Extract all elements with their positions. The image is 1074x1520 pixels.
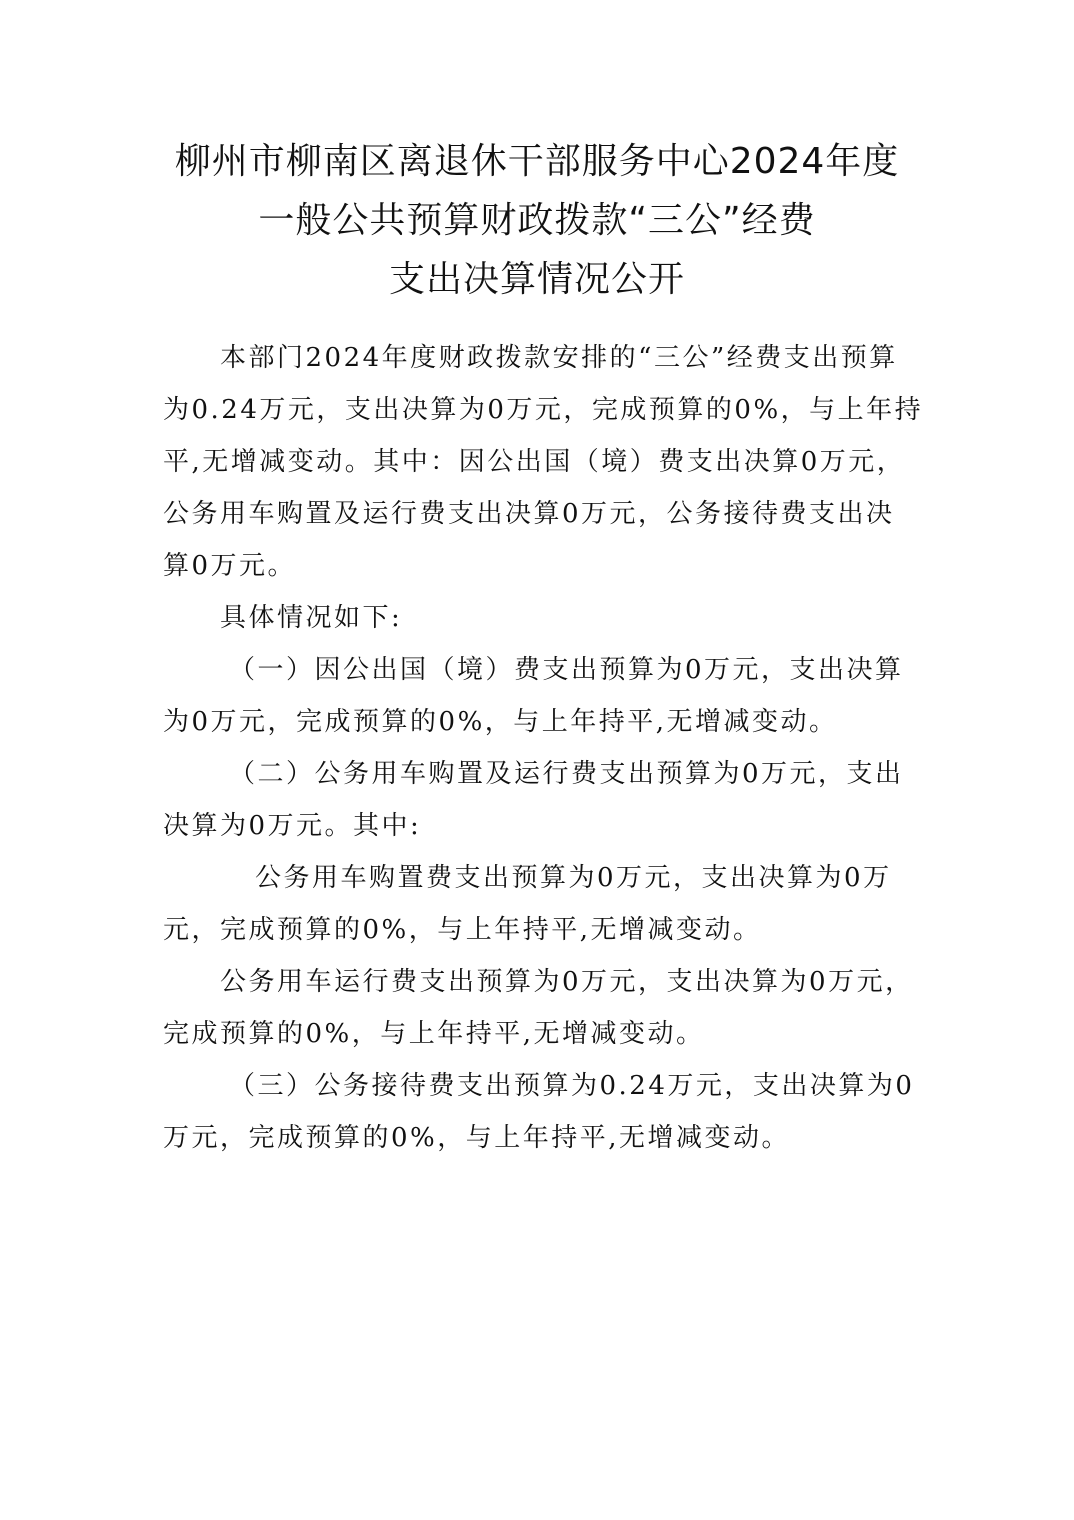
paragraph-line: 平,无增减变动。其中：因公出国（境）费支出决算0万元， [163,447,906,477]
paragraph-line: 完成预算的0%，与上年持平,无增减变动。 [163,1019,705,1049]
title-line-3: 支出决算情况公开 [388,259,685,300]
paragraph-line: 决算为0万元。其中: [163,811,422,841]
paragraph-budget-summary [163,332,924,592]
paragraph-line: 公务用车购置及运行费支出决算0万元，公务接待费支出决 [163,499,895,529]
paragraph-overseas-travel [163,644,908,748]
paragraph-line: 公务用车购置费支出预算为0万元，支出决算为0万 [255,863,892,893]
paragraph-line: 算0万元。 [163,551,297,581]
paragraph-line: 万元，完成预算的0%，与上年持平,无增减变动。 [163,1123,791,1153]
paragraph-vehicle-operation [163,956,914,1060]
paragraph-vehicle-purchase [163,852,908,956]
paragraph-line: （三）公务接待费支出预算为0.24万元，支出决算为0 [229,1071,915,1101]
document-body [163,332,924,1164]
paragraph-details-intro [163,592,908,644]
title-line-1: 柳州市柳南区离退休干部服务中心2024年度 [174,141,900,182]
paragraph-line: 具体情况如下: [220,603,403,633]
paragraph-line: 为0.24万元，支出决算为0万元，完成预算的0%，与上年持 [163,395,924,425]
paragraph-line: 本部门2024年度财政拨款安排的“三公”经费支出预算 [220,343,898,373]
document-title [120,132,954,309]
paragraph-line: 元，完成预算的0%，与上年持平,无增减变动。 [163,915,762,945]
paragraph-line: 公务用车运行费支出预算为0万元，支出决算为0万元， [220,967,914,997]
paragraph-official-reception [163,1060,915,1164]
paragraph-line: 为0万元，完成预算的0%，与上年持平,无增减变动。 [163,707,838,737]
title-line-2: 一般公共预算财政拨款“三公”经费 [258,200,816,241]
paragraph-line: （一）因公出国（境）费支出预算为0万元，支出决算 [229,655,904,685]
paragraph-line: （二）公务用车购置及运行费支出预算为0万元，支出 [229,759,904,789]
paragraph-official-vehicles [163,748,908,852]
